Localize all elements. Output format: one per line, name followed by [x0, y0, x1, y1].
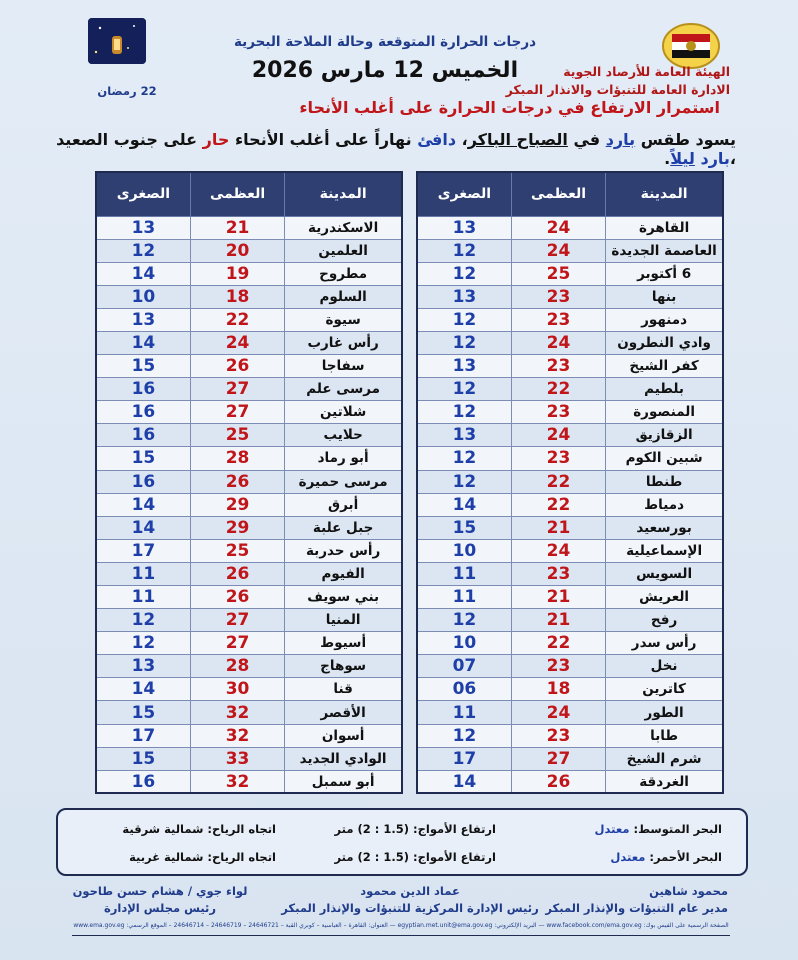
desc-highlight: الصباح الباكر [467, 130, 568, 149]
desc-text: . [664, 149, 671, 168]
min-temp-cell: 10 [96, 285, 190, 308]
table-row [417, 285, 723, 308]
city-cell: أبو رماد [285, 447, 402, 470]
min-temp-cell: 12 [417, 331, 511, 354]
table-row [96, 632, 402, 655]
signature-title: رئيس مجلس الإدارة [103, 901, 216, 915]
max-temp-cell: 23 [511, 447, 605, 470]
city-cell: سوهاج [285, 655, 402, 678]
min-temp-cell: 12 [417, 609, 511, 632]
city-cell: بنها [606, 285, 723, 308]
table-row [96, 586, 402, 609]
table-row [96, 609, 402, 632]
table-row [417, 770, 723, 793]
footer-contact: الصفحة الرسمية على الفيس بوك: www.facebook.com/ema.gov.eg — البريد الإلكتروني: egyptian.met.unit@ema.gov.eg — العنوان: القاهرة – العباسية – كوبري القبة – 24646721 – 24646719 – 24646714 – الموقع الرسمي: www.ema.gov.eg [73, 922, 729, 929]
max-temp-cell: 23 [511, 401, 605, 424]
max-temp-cell: 20 [190, 239, 284, 262]
city-cell: طابا [606, 724, 723, 747]
ramadan-lantern-icon [88, 18, 146, 64]
min-temp-cell: 11 [96, 586, 190, 609]
city-cell: دمياط [606, 493, 723, 516]
max-temp-cell: 22 [511, 470, 605, 493]
max-temp-cell: 26 [190, 470, 284, 493]
table-row [96, 285, 402, 308]
city-cell: نخل [606, 655, 723, 678]
max-temp-cell: 25 [511, 262, 605, 285]
city-cell: الأقصر [285, 701, 402, 724]
table-row [96, 516, 402, 539]
max-temp-cell: 26 [511, 770, 605, 793]
max-temp-cell: 22 [511, 632, 605, 655]
table-row [96, 539, 402, 562]
table-row [417, 678, 723, 701]
city-cell: أبرق [285, 493, 402, 516]
city-cell: رأس غارب [285, 331, 402, 354]
column-header-city: المدينة [285, 172, 402, 216]
desc-highlight: بارد [700, 149, 730, 168]
med-sea-wind: اتجاه الرياح: شمالية شرقية [122, 822, 276, 836]
city-cell: السويس [606, 562, 723, 585]
max-temp-cell: 27 [190, 609, 284, 632]
city-cell: سيوة [285, 308, 402, 331]
table-row [96, 239, 402, 262]
city-cell: الإسماعيلية [606, 539, 723, 562]
city-cell: العلمين [285, 239, 402, 262]
min-temp-cell: 11 [417, 586, 511, 609]
table-header-row [417, 172, 723, 216]
min-temp-cell: 12 [417, 447, 511, 470]
desc-text: نهاراً على أغلب الأنحاء [229, 130, 418, 149]
page-title-date: الخميس 12 مارس 2026 [251, 58, 519, 83]
org-department: الادارة العامة للتنبؤات والانذار المبكر [505, 82, 730, 97]
min-temp-cell: 13 [417, 216, 511, 239]
ema-logo-icon [660, 20, 722, 70]
table-row [96, 331, 402, 354]
min-temp-cell: 13 [417, 424, 511, 447]
hijri-date: 22 رمضان [97, 84, 157, 98]
city-cell: دمنهور [606, 308, 723, 331]
min-temp-cell: 15 [96, 747, 190, 770]
max-temp-cell: 23 [511, 562, 605, 585]
city-cell: العاصمة الجديدة [606, 239, 723, 262]
city-cell: حلايب [285, 424, 402, 447]
table-row [417, 586, 723, 609]
max-temp-cell: 23 [511, 724, 605, 747]
city-cell: رفح [606, 609, 723, 632]
min-temp-cell: 16 [96, 378, 190, 401]
city-cell: أسيوط [285, 632, 402, 655]
table-row [96, 562, 402, 585]
min-temp-cell: 13 [417, 285, 511, 308]
column-header-min: الصغرى [96, 172, 190, 216]
table-row [417, 216, 723, 239]
min-temp-cell: 15 [96, 355, 190, 378]
sea-state-value: معتدل [594, 822, 630, 836]
max-temp-cell: 24 [511, 216, 605, 239]
table-row [96, 216, 402, 239]
desc-text: ، [456, 130, 468, 149]
min-temp-cell: 12 [417, 470, 511, 493]
city-cell: الفيوم [285, 562, 402, 585]
city-cell: بني سويف [285, 586, 402, 609]
table-header-row [96, 172, 402, 216]
min-temp-cell: 13 [96, 655, 190, 678]
max-temp-cell: 18 [190, 285, 284, 308]
page-subtitle: درجات الحرارة المتوقعة وحالة الملاحة البحرية [233, 34, 537, 50]
min-temp-cell: 12 [417, 378, 511, 401]
max-temp-cell: 25 [190, 539, 284, 562]
org-name: الهيئة العامة للأرصاد الجوية [563, 64, 730, 79]
table-row [417, 747, 723, 770]
min-temp-cell: 14 [96, 262, 190, 285]
city-cell: الزقازيق [606, 424, 723, 447]
table-row [96, 724, 402, 747]
table-row [417, 562, 723, 585]
min-temp-cell: 12 [417, 239, 511, 262]
city-cell: بورسعيد [606, 516, 723, 539]
city-cell: الطور [606, 701, 723, 724]
city-cell: رأس حدربة [285, 539, 402, 562]
temperature-table-left [95, 171, 403, 794]
desc-text: يسود طقس [635, 130, 736, 149]
min-temp-cell: 12 [417, 262, 511, 285]
min-temp-cell: 12 [96, 632, 190, 655]
min-temp-cell: 12 [96, 609, 190, 632]
max-temp-cell: 32 [190, 701, 284, 724]
max-temp-cell: 27 [190, 378, 284, 401]
min-temp-cell: 13 [417, 355, 511, 378]
min-temp-cell: 14 [96, 331, 190, 354]
city-cell: قنا [285, 678, 402, 701]
desc-text: على جنوب الصعيد ، [56, 130, 736, 168]
max-temp-cell: 30 [190, 678, 284, 701]
table-row [417, 331, 723, 354]
min-temp-cell: 10 [417, 539, 511, 562]
min-temp-cell: 06 [417, 678, 511, 701]
max-temp-cell: 24 [190, 331, 284, 354]
max-temp-cell: 24 [511, 239, 605, 262]
table-row [96, 770, 402, 793]
max-temp-cell: 24 [511, 701, 605, 724]
red-sea-wind: اتجاه الرياح: شمالية غربية [129, 850, 276, 864]
table-row [96, 424, 402, 447]
sea-label: البحر الأحمر: [649, 850, 722, 864]
med-sea-state [595, 822, 722, 836]
min-temp-cell: 07 [417, 655, 511, 678]
min-temp-cell: 13 [96, 216, 190, 239]
table-row [417, 516, 723, 539]
max-temp-cell: 18 [511, 678, 605, 701]
min-temp-cell: 12 [417, 308, 511, 331]
city-cell: الغردقة [606, 770, 723, 793]
column-header-min: الصغرى [417, 172, 511, 216]
column-header-max: العظمى [190, 172, 284, 216]
city-cell: كفر الشيخ [606, 355, 723, 378]
max-temp-cell: 23 [511, 355, 605, 378]
max-temp-cell: 26 [190, 586, 284, 609]
max-temp-cell: 33 [190, 747, 284, 770]
max-temp-cell: 22 [190, 308, 284, 331]
max-temp-cell: 28 [190, 447, 284, 470]
max-temp-cell: 21 [511, 609, 605, 632]
med-sea-waves: ارتفاع الأمواج: (1.5 : 2) متر [334, 822, 496, 836]
min-temp-cell: 14 [96, 493, 190, 516]
city-cell: جبل علبة [285, 516, 402, 539]
city-cell: طنطا [606, 470, 723, 493]
table-row [417, 632, 723, 655]
signature-name: عماد الدين محمود [360, 884, 460, 898]
city-cell: المنيا [285, 609, 402, 632]
min-temp-cell: 15 [96, 447, 190, 470]
desc-highlight: بارد [605, 130, 636, 149]
desc-highlight: حار [202, 130, 230, 149]
column-header-city: المدينة [606, 172, 723, 216]
table-row [96, 470, 402, 493]
city-cell: رأس سدر [606, 632, 723, 655]
min-temp-cell: 12 [96, 239, 190, 262]
min-temp-cell: 16 [96, 424, 190, 447]
city-cell: شرم الشيخ [606, 747, 723, 770]
max-temp-cell: 29 [190, 516, 284, 539]
table-row [417, 493, 723, 516]
table-row [96, 678, 402, 701]
max-temp-cell: 26 [190, 562, 284, 585]
city-cell: الوادي الجديد [285, 747, 402, 770]
max-temp-cell: 21 [190, 216, 284, 239]
table-row [417, 355, 723, 378]
city-cell: مطروح [285, 262, 402, 285]
sea-state-value: معتدل [610, 850, 646, 864]
red-sea-state [610, 850, 722, 864]
max-temp-cell: 22 [511, 378, 605, 401]
max-temp-cell: 24 [511, 539, 605, 562]
city-cell: شبين الكوم [606, 447, 723, 470]
table-row [96, 378, 402, 401]
table-row [417, 239, 723, 262]
city-cell: أبو سمبل [285, 770, 402, 793]
marine-conditions-box [56, 808, 748, 876]
min-temp-cell: 11 [417, 701, 511, 724]
table-row [96, 493, 402, 516]
table-row [417, 470, 723, 493]
max-temp-cell: 21 [511, 516, 605, 539]
table-row [417, 724, 723, 747]
city-cell: المنصورة [606, 401, 723, 424]
table-row [417, 701, 723, 724]
min-temp-cell: 14 [417, 770, 511, 793]
city-cell: الاسكندرية [285, 216, 402, 239]
max-temp-cell: 24 [511, 424, 605, 447]
min-temp-cell: 12 [417, 401, 511, 424]
table-row [96, 355, 402, 378]
max-temp-cell: 32 [190, 770, 284, 793]
max-temp-cell: 19 [190, 262, 284, 285]
table-row [417, 447, 723, 470]
table-row [417, 401, 723, 424]
table-row [417, 308, 723, 331]
city-cell: القاهرة [606, 216, 723, 239]
min-temp-cell: 14 [96, 678, 190, 701]
table-row [96, 701, 402, 724]
signature-name: محمود شاهين [649, 884, 728, 898]
min-temp-cell: 14 [96, 516, 190, 539]
min-temp-cell: 13 [96, 308, 190, 331]
max-temp-cell: 29 [190, 493, 284, 516]
city-cell: العريش [606, 586, 723, 609]
desc-highlight: دافئ [417, 130, 457, 149]
max-temp-cell: 28 [190, 655, 284, 678]
max-temp-cell: 21 [511, 586, 605, 609]
signature-block [60, 884, 260, 915]
desc-highlight: ليلاً [670, 149, 695, 168]
min-temp-cell: 17 [96, 539, 190, 562]
city-cell: وادي النطرون [606, 331, 723, 354]
min-temp-cell: 10 [417, 632, 511, 655]
city-cell: بلطيم [606, 378, 723, 401]
min-temp-cell: 17 [96, 724, 190, 747]
sea-label: البحر المتوسط: [633, 822, 722, 836]
max-temp-cell: 27 [190, 632, 284, 655]
temperature-table-right [416, 171, 724, 794]
headline: استمرار الارتفاع في درجات الحرارة على أغلب الأنحاء [299, 98, 720, 117]
table-row [96, 447, 402, 470]
red-sea-waves: ارتفاع الأمواج: (1.5 : 2) متر [334, 850, 496, 864]
min-temp-cell: 17 [417, 747, 511, 770]
max-temp-cell: 23 [511, 655, 605, 678]
table-row [417, 262, 723, 285]
city-cell: مرسى حميرة [285, 470, 402, 493]
max-temp-cell: 27 [511, 747, 605, 770]
min-temp-cell: 11 [417, 562, 511, 585]
footer-divider [72, 935, 730, 936]
city-cell: مرسى علم [285, 378, 402, 401]
max-temp-cell: 25 [190, 424, 284, 447]
min-temp-cell: 16 [96, 470, 190, 493]
table-row [96, 655, 402, 678]
table-row [417, 655, 723, 678]
city-cell: كاترين [606, 678, 723, 701]
signature-title: مدير عام التنبؤات والإنذار المبكر [545, 901, 728, 915]
min-temp-cell: 15 [96, 701, 190, 724]
min-temp-cell: 15 [417, 516, 511, 539]
max-temp-cell: 24 [511, 331, 605, 354]
table-row [96, 747, 402, 770]
signature-name: لواء جوي / هشام حسن طاحون [72, 884, 248, 898]
table-row [417, 539, 723, 562]
max-temp-cell: 32 [190, 724, 284, 747]
max-temp-cell: 23 [511, 308, 605, 331]
min-temp-cell: 12 [417, 724, 511, 747]
city-cell: أسوان [285, 724, 402, 747]
weather-description [40, 130, 736, 168]
city-cell: شلاتين [285, 401, 402, 424]
min-temp-cell: 14 [417, 493, 511, 516]
max-temp-cell: 27 [190, 401, 284, 424]
max-temp-cell: 26 [190, 355, 284, 378]
table-row [96, 401, 402, 424]
city-cell: 6 أكتوبر [606, 262, 723, 285]
table-row [417, 609, 723, 632]
signature-title: رئيس الإدارة المركزية للتنبؤات والإنذار المبكر [281, 901, 539, 915]
column-header-max: العظمى [511, 172, 605, 216]
signature-block [280, 884, 540, 915]
max-temp-cell: 22 [511, 493, 605, 516]
min-temp-cell: 16 [96, 770, 190, 793]
table-row [417, 378, 723, 401]
max-temp-cell: 23 [511, 285, 605, 308]
min-temp-cell: 16 [96, 401, 190, 424]
city-cell: سفاجا [285, 355, 402, 378]
city-cell: السلوم [285, 285, 402, 308]
table-row [96, 262, 402, 285]
desc-text: في [567, 130, 606, 149]
table-row [96, 308, 402, 331]
signature-block [538, 884, 728, 915]
table-row [417, 424, 723, 447]
min-temp-cell: 11 [96, 562, 190, 585]
